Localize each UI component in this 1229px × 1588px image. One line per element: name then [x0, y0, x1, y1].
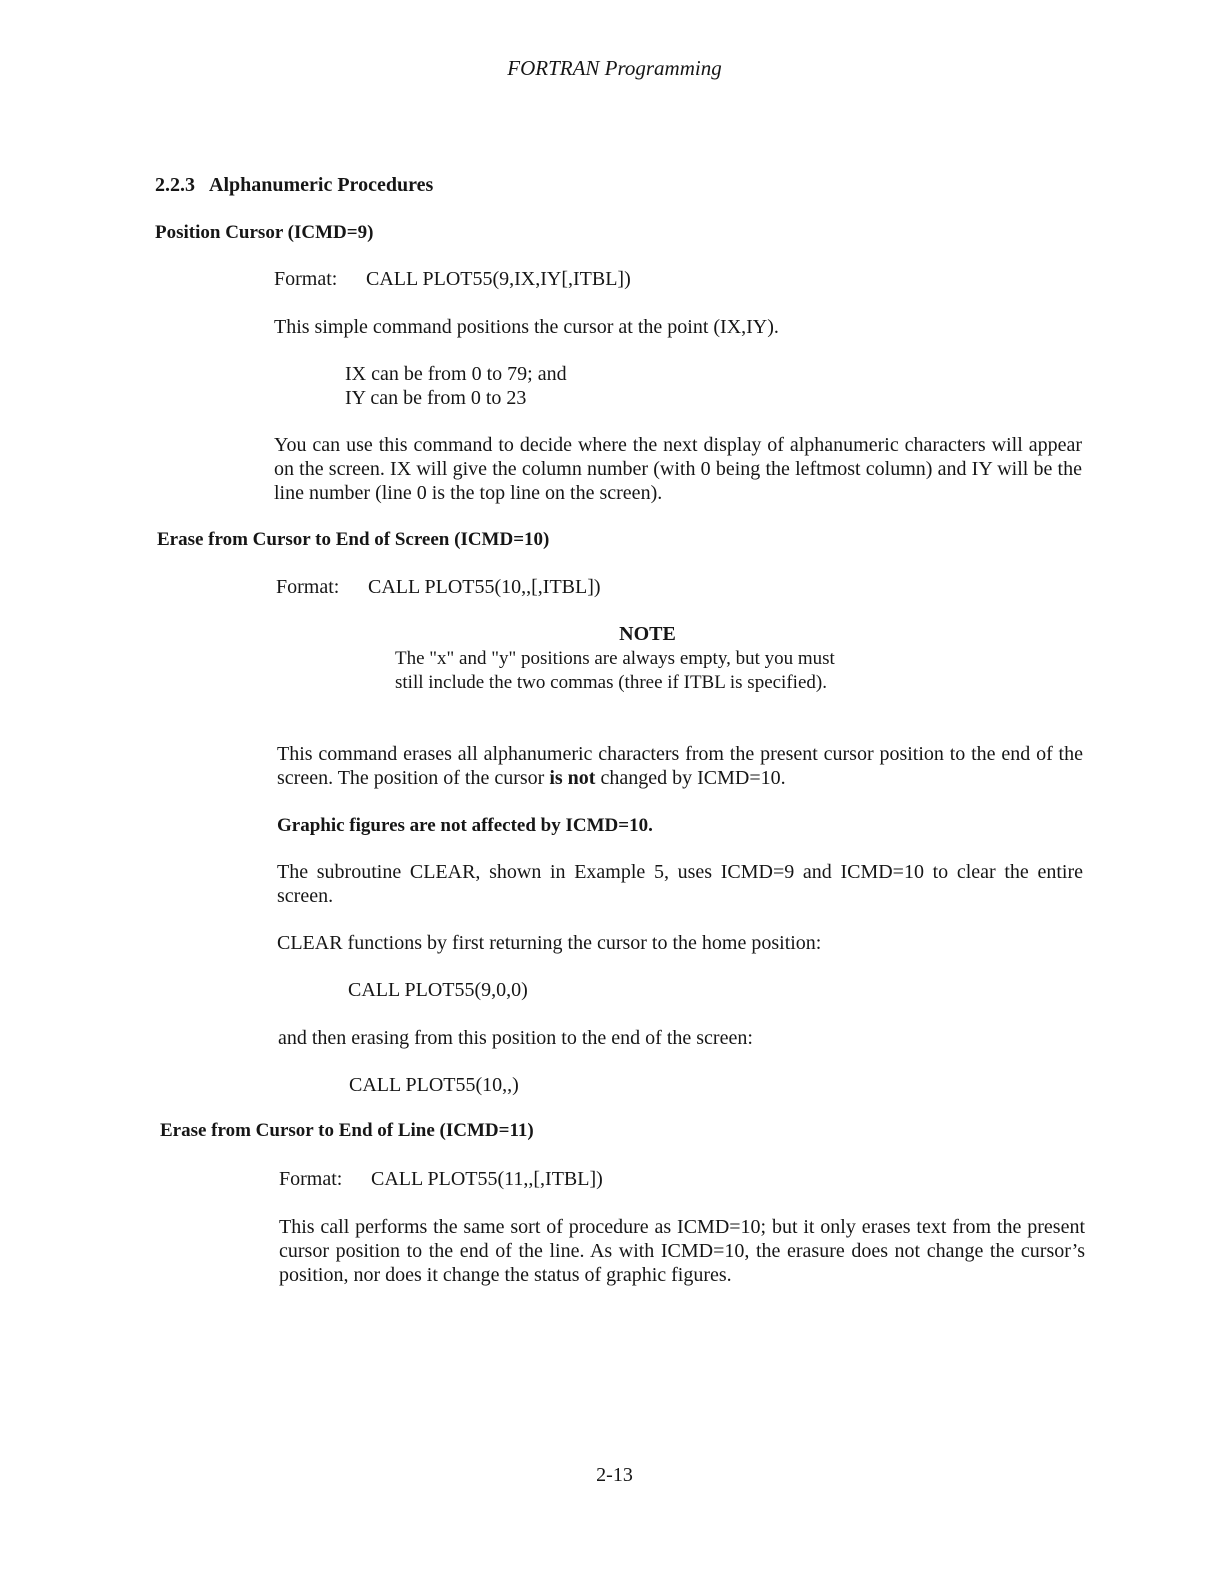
page-number: 2-13 [596, 1464, 633, 1486]
erase-screen-description [277, 742, 1083, 790]
format-label: Format: [279, 1168, 343, 1190]
format-line-erase-line [279, 1167, 603, 1191]
format-label: Format: [274, 268, 338, 290]
desc-text-bold: is not [549, 767, 596, 789]
section-number: 2.2.3 [155, 174, 195, 196]
format-line-erase-screen [276, 575, 601, 599]
running-header: FORTRAN Programming [507, 56, 722, 80]
format-call: CALL PLOT55(10,,[,ITBL]) [368, 576, 601, 598]
subheading-erase-line: Erase from Cursor to End of Line (ICMD=11) [160, 1120, 534, 1141]
note-title: NOTE [619, 623, 676, 645]
range-iy: IY can be from 0 to 23 [345, 387, 527, 409]
desc-text-part1: This command erases all alphanumeric characters from the present cursor position to the end of the screen. The position of the cursor [277, 743, 1083, 789]
home-call: CALL PLOT55(9,0,0) [348, 979, 528, 1001]
erase-line-description: This call performs the same sort of procedure as ICMD=10; but it only erases text from the present cursor position to the end of the line. As with ICMD=10, the erasure does not change the cursor’s position, nor does it change the status of graphic figures. [279, 1216, 1085, 1286]
subheading-erase-screen: Erase from Cursor to End of Screen (ICMD=10) [157, 529, 550, 550]
erase-call: CALL PLOT55(10,,) [349, 1074, 519, 1096]
clear-subroutine-text: The subroutine CLEAR, shown in Example 5, uses ICMD=9 and ICMD=10 to clear the entire screen. [277, 861, 1083, 907]
position-cursor-description: You can use this command to decide where the next display of alphanumeric characters will appear on the screen. IX will give the column number (with 0 being the leftmost column) and IY will be the line number (line 0 is the top line on the screen). [274, 434, 1082, 504]
note-body: The "x" and "y" positions are always empty, but you must still include the two commas (three if ITBL is specified). [395, 648, 835, 693]
then-erasing-text: and then erasing from this position to the end of the screen: [278, 1027, 753, 1049]
format-call: CALL PLOT55(11,,[,ITBL]) [371, 1168, 603, 1190]
format-line-position-cursor [274, 267, 631, 291]
intro-text: This simple command positions the cursor at the point (IX,IY). [274, 316, 779, 338]
section-title: Alphanumeric Procedures [209, 174, 434, 196]
format-call: CALL PLOT55(9,IX,IY[,ITBL]) [366, 268, 631, 290]
clear-functions-text: CLEAR functions by first returning the cursor to the home position: [277, 932, 822, 954]
desc-text-part2: changed by ICMD=10. [595, 767, 786, 789]
subheading-position-cursor: Position Cursor (ICMD=9) [155, 222, 374, 243]
graphic-figures-note: Graphic figures are not affected by ICMD=10. [277, 815, 653, 836]
section-heading [155, 174, 433, 197]
format-label: Format: [276, 576, 340, 598]
range-ix: IX can be from 0 to 79; and [345, 363, 567, 385]
